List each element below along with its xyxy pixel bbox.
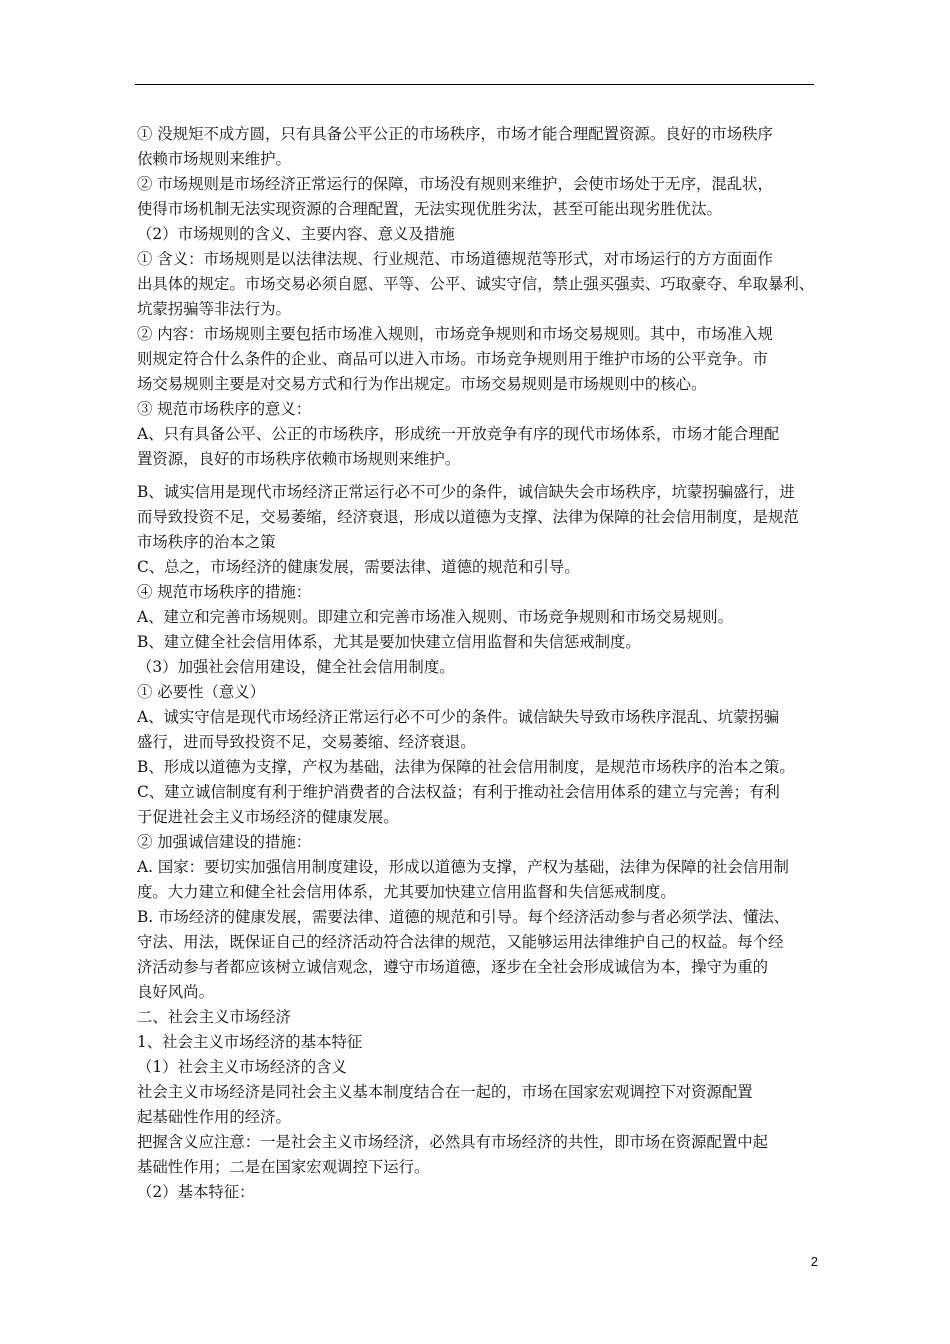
text-line: 盛行，进而导致投资不足，交易萎缩、经济衰退。 [137,733,476,751]
text-line: C、总之，市场经济的健康发展，需要法律、道德的规范和引导。 [137,558,580,576]
text-line: 于促进社会主义市场经济的健康发展。 [137,808,399,826]
text-line: 1、社会主义市场经济的基本特征 [137,1033,363,1051]
text-line: 济活动参与者都应该树立诚信观念，遵守市场道德，逐步在全社会形成诚信为本，操守为重的 [137,958,769,976]
text-line: ④ 规范市场秩序的措施： [137,583,312,601]
text-line: 则规定符合什么条件的企业、商品可以进入市场。市场竞争规则用于维护市场的公平竞争。市 [137,350,769,368]
text-line: ② 加强诚信建设的措施： [137,833,312,851]
paragraph-gap [137,472,819,480]
text-line: A、诚实守信是现代市场经济正常运行必不可少的条件。诚信缺失导致市场秩序混乱、坑蒙拐骗 [137,708,780,726]
text-line: 市场秩序的治本之策 [137,533,276,551]
page-number: 2 [810,1254,818,1269]
text-line: B. 市场经济的健康发展，需要法律、道德的规范和引导。每个经济活动参与者必须学法、懂法、 [137,908,790,926]
text-line: ① 没规矩不成方圆，只有具备公平公正的市场秩序，市场才能合理配置资源。良好的市场秩序 [137,125,773,143]
text-line: ② 市场规则是市场经济正常运行的保障，市场没有规则来维护，会使市场处于无序，混乱状， [137,175,773,193]
text-line: 使得市场机制无法实现资源的合理配置，无法实现优胜劣汰，甚至可能出现劣胜优汰。 [137,200,722,218]
text-line: 出具体的规定。市场交易必须自愿、平等、公平、诚实守信，禁止强买强卖、巧取豪夺、牟取暴利、 [137,275,815,293]
text-line: 社会主义市场经济是同社会主义基本制度结合在一起的，市场在国家宏观调控下对资源配置 [137,1083,753,1101]
text-line: B、形成以道德为支撑，产权为基础，法律为保障的社会信用制度，是规范市场秩序的治本之策。 [137,758,795,776]
text-line: ① 含义：市场规则是以法律法规、行业规范、市场道德规范等形式，对市场运行的方方面面作 [137,250,773,268]
text-line: 守法、用法，既保证自己的经济活动符合法律的规范，又能够运用法律维护自己的权益。每个经 [137,933,784,951]
text-line: 置资源，良好的市场秩序依赖市场规则来维护。 [137,450,461,468]
header-rule [135,84,814,85]
text-line: 起基础性作用的经济。 [137,1108,291,1126]
text-line: ③ 规范市场秩序的意义： [137,400,312,418]
text-line: 坑蒙拐骗等非法行为。 [137,300,291,318]
text-line: （3）加强社会信用建设，健全社会信用制度。 [137,658,455,676]
text-line: ① 必要性（意义） [137,683,266,701]
text-line: 基础性作用；二是在国家宏观调控下运行。 [137,1158,430,1176]
document-body [137,122,819,1205]
text-line: 依赖市场规则来维护。 [137,150,291,168]
text-line: 而导致投资不足，交易萎缩，经济衰退，形成以道德为支撑、法律为保障的社会信用制度，是规范 [137,508,799,526]
text-line: （2）市场规则的含义、主要内容、意义及措施 [137,225,455,243]
text-line: 良好风尚。 [137,983,214,1001]
text-line: B、建立健全社会信用体系，尤其是要加快建立信用监督和失信惩戒制度。 [137,633,641,651]
text-line: 把握含义应注意：一是社会主义市场经济，必然具有市场经济的共性，即市场在资源配置中起 [137,1133,769,1151]
text-line: 度。大力建立和健全社会信用体系，尤其要加快建立信用监督和失信惩戒制度。 [137,883,676,901]
text-line: （2）基本特征： [137,1183,255,1201]
text-line: ② 内容：市场规则主要包括市场准入规则，市场竞争规则和市场交易规则。其中，市场准入规 [137,325,773,343]
text-line: A、只有具备公平、公正的市场秩序，形成统一开放竞争有序的现代市场体系，市场才能合理配 [137,425,780,443]
text-line: A、建立和完善市场规则。即建立和完善市场准入规则、市场竞争规则和市场交易规则。 [137,608,733,626]
text-line: B、诚实信用是现代市场经济正常运行必不可少的条件，诚信缺失会市场秩序，坑蒙拐骗盛行，进 [137,483,795,501]
text-line: 二、社会主义市场经济 [137,1008,291,1026]
text-line: C、建立诚信制度有利于维护消费者的合法权益；有利于推动社会信用体系的建立与完善；有利 [137,783,780,801]
text-line: A. 国家：要切实加强信用制度建设，形成以道德为支撑，产权为基础，法律为保障的社会信用制 [137,858,789,876]
text-line: （1）社会主义市场经济的含义 [137,1058,347,1076]
text-line: 场交易规则主要是对交易方式和行为作出规定。市场交易规则是市场规则中的核心。 [137,375,707,393]
